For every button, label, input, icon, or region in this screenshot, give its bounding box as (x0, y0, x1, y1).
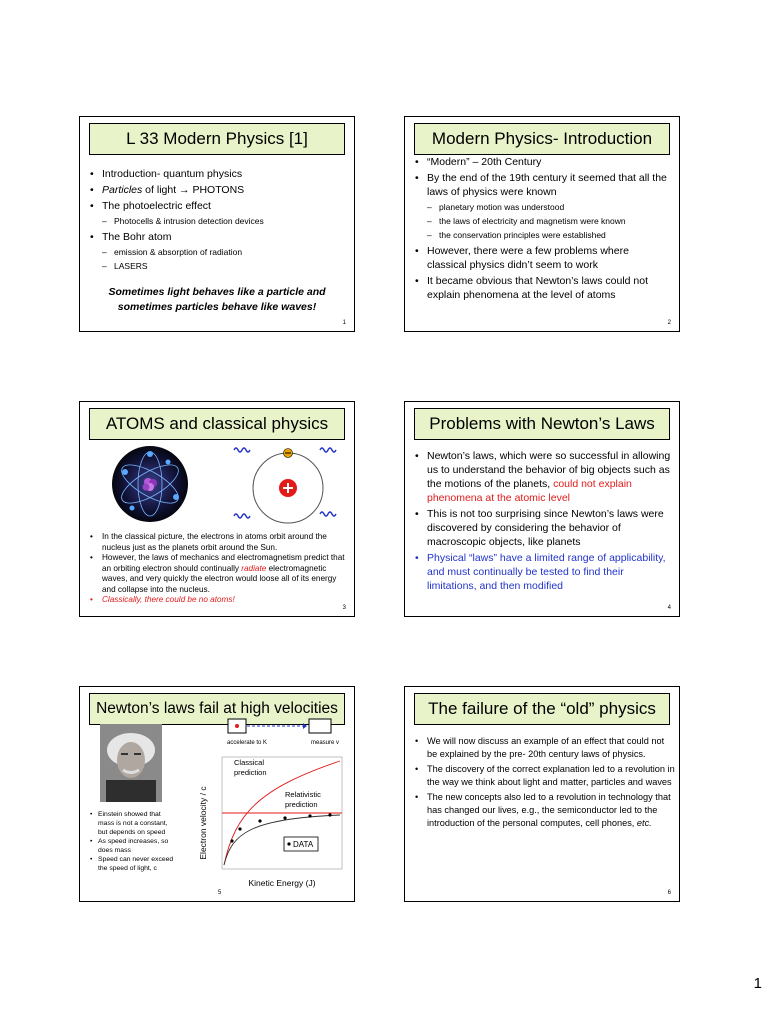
bullet: • The photoelectric effect – Photocells & intrusion detection devices (88, 199, 338, 228)
bullet: • As speed increases, so does mass (88, 837, 178, 855)
bullet: • Particles of light → PHOTONS (88, 183, 338, 197)
closing-statement: Sometimes light behaves like a particle and sometimes particles behave like waves! (108, 286, 326, 313)
slide-title: L 33 Modern Physics [1] (89, 123, 345, 155)
slide-title: ATOMS and classical physics (89, 408, 345, 440)
bullet: • This is not too surprising since Newton’s laws were discovered by considering the behavior of macroscopic objects, like planets (413, 507, 675, 549)
slide-6 (404, 686, 680, 902)
y-axis-label: Electron velocity / c (198, 786, 208, 860)
sub-bullet: – the conservation principles were established (427, 228, 671, 242)
slide-number: 1 (342, 320, 346, 326)
bullet: • However, there were a few problems where classical physics didn’t seem to work (413, 244, 671, 272)
slide-title: Problems with Newton’s Laws (414, 408, 670, 440)
bullet-list (413, 735, 675, 832)
page-number: 1 (753, 975, 762, 992)
classical-label: prediction (234, 768, 267, 777)
bullet: • “Modern” – 20th Century (413, 155, 671, 169)
bullet: • The Bohr atom – emission & absorption of radiation – LASERS (88, 230, 338, 273)
slide-4 (404, 401, 680, 617)
measure-label: measure v (311, 740, 340, 746)
slide-number: 2 (667, 320, 671, 326)
bullet: • Classically, there could be no atoms! (88, 595, 350, 606)
bullet: • Newton’s laws, which were so successful in allowing us to understand the behavior of big objects such as the motions of the planets, could not explain phenomena at the atomic level (413, 449, 675, 505)
bullet: • Einstein showed that mass is not a constant, but depends on speed (88, 810, 178, 837)
accelerate-label: accelerate to K (227, 740, 268, 746)
accelerator-diagram (225, 717, 345, 747)
slide-title: Newton’s laws fail at high velocities (89, 693, 345, 725)
relativistic-label: prediction (285, 800, 318, 809)
slide-5 (79, 686, 355, 902)
bullet: • However, the laws of mechanics and electromagnetism predict that an orbiting electron should continually radiate electromagnetic waves, and very quickly the electron would loose all of its energy and collapse into the nucleus. (88, 553, 350, 595)
bullet-list (413, 155, 671, 304)
bullet: • In the classical picture, the electrons in atoms orbit around the nucleus just as the planets orbit around the Sun. (88, 532, 350, 553)
relativistic-label: Relativistic (285, 790, 321, 799)
atom-illustration (110, 442, 190, 526)
bullet: • Introduction- quantum physics (88, 167, 338, 181)
bullet: • Speed can never exceed the speed of light, c (88, 855, 178, 873)
bullet-list (88, 532, 350, 606)
slide-number: 5 (218, 890, 222, 896)
slide-1 (79, 116, 355, 332)
data-legend-label: DATA (293, 840, 314, 849)
velocity-chart (190, 753, 350, 893)
bullet: • Physical “laws” have a limited range of applicability, and must continually be tested to find their limitations, and then modified (413, 551, 675, 593)
slide-number: 6 (667, 890, 671, 896)
slide-title: The failure of the “old” physics (414, 693, 670, 725)
bullet-list (413, 449, 675, 595)
bullet-list (88, 810, 178, 873)
bullet: • It became obvious that Newton’s laws could not explain phenomena at the level of atoms (413, 274, 671, 302)
bullet: • By the end of the 19th century it seemed that all the laws of physics were known – planetary motion was understood – the laws of electricity and magnetism were known – the conservation principles were established (413, 171, 671, 242)
einstein-portrait (100, 724, 162, 802)
bullet: • The discovery of the correct explanation led to a revolution in the way we think about light and matter, particles and waves (413, 763, 675, 789)
bullet: • The new concepts also led to a revolution in technology that has changed our lives, e.g., the semiconductor led to the introduction of the personal computes, cell phones, etc. (413, 791, 675, 830)
sub-bullet: – planetary motion was understood (427, 200, 671, 214)
slide-2 (404, 116, 680, 332)
orbit-radiation-diagram (230, 440, 344, 530)
sub-bullet: – emission & absorption of radiation (102, 245, 338, 259)
slide-title: Modern Physics- Introduction (414, 123, 670, 155)
x-axis-label: Kinetic Energy (J) (248, 878, 316, 888)
sub-bullet: – the laws of electricity and magnetism were known (427, 214, 671, 228)
slide-number: 3 (342, 605, 346, 611)
bullet-list (88, 167, 338, 275)
sub-bullet: – Photocells & intrusion detection devices (102, 214, 338, 228)
slide-3 (79, 401, 355, 617)
bullet: • We will now discuss an example of an effect that could not be explained by the pre- 20th century laws of physics. (413, 735, 675, 761)
slide-number: 4 (667, 605, 671, 611)
classical-label: Classical (234, 758, 265, 767)
sub-bullet: – LASERS (102, 259, 338, 273)
